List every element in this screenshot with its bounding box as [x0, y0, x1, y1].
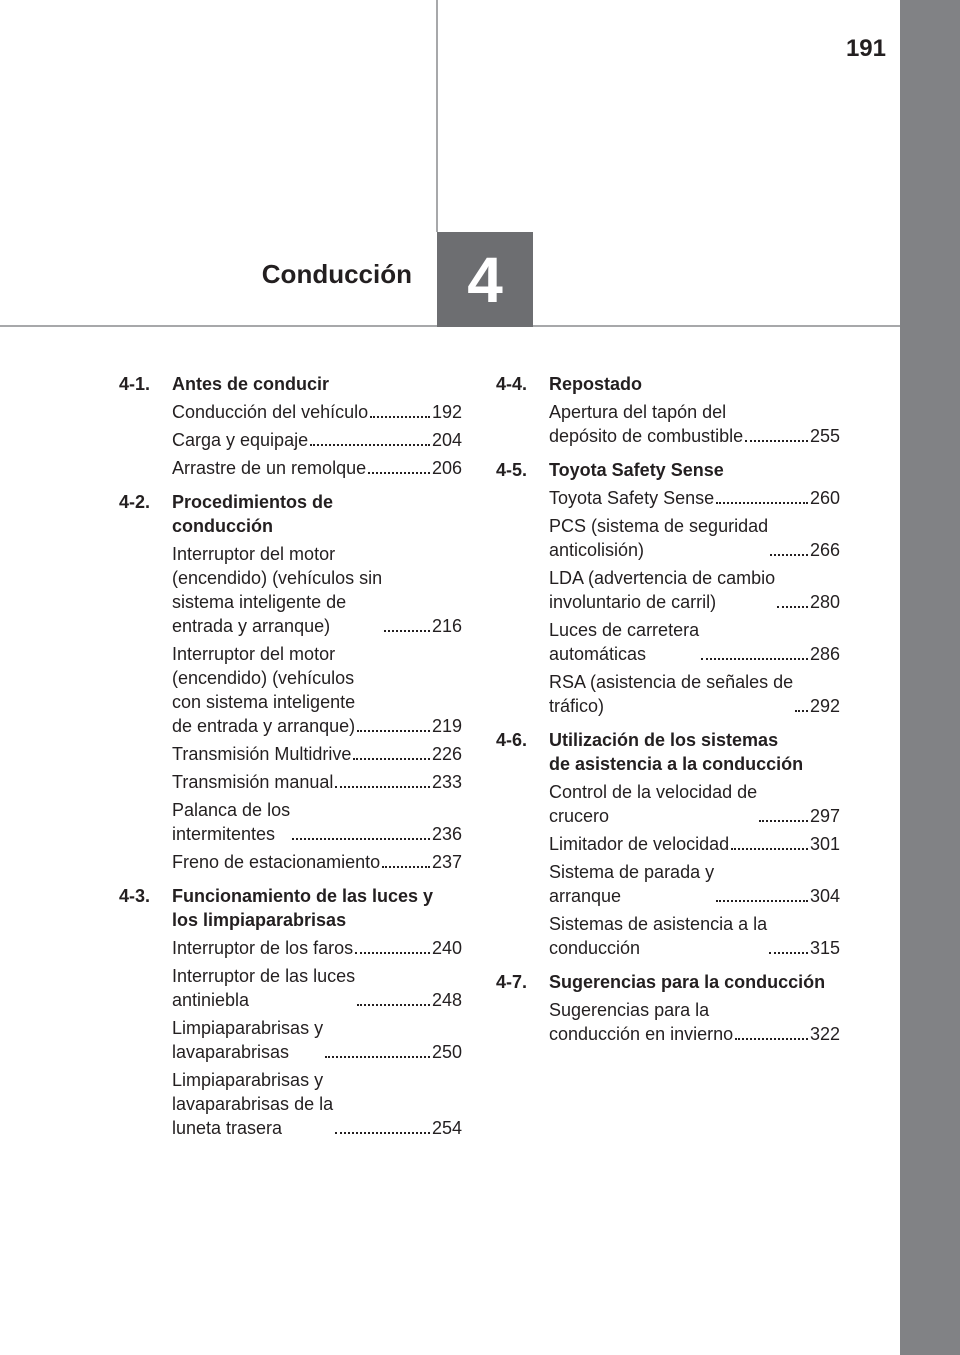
toc-leader-dots — [759, 820, 808, 822]
toc-entry-title: Arrastre de un remolque — [172, 458, 367, 478]
toc-entry[interactable] — [172, 936, 462, 960]
toc-leader-dots — [701, 658, 808, 660]
toc-entry-title: Sistema de parada y arranque — [549, 862, 715, 906]
toc-entry-page: 286 — [809, 644, 840, 664]
toc-section-heading — [119, 884, 462, 932]
toc-leader-dots — [357, 730, 430, 732]
toc-entry-page: 322 — [809, 1024, 840, 1044]
toc-column-right — [496, 372, 840, 1056]
toc-section-title: Repostado — [549, 374, 643, 394]
toc-column-left — [119, 372, 462, 1150]
toc-section-number: 4-4. — [496, 374, 528, 394]
toc-entry-page: 250 — [431, 1042, 462, 1062]
toc-entry[interactable] — [549, 860, 840, 908]
toc-entry-title: Limitador de velocidad — [549, 834, 730, 854]
toc-entry-title: Luces de carretera automáticas — [549, 620, 700, 664]
toc-entry-title: Interruptor del motor (encendido) (vehículos con sistema inteligente de entrada y arranque) — [172, 644, 356, 736]
toc-leader-dots — [310, 444, 430, 446]
toc-section-heading — [496, 372, 840, 396]
toc-leader-dots — [325, 1056, 430, 1058]
toc-entry[interactable] — [172, 642, 462, 738]
toc-entry[interactable] — [549, 618, 840, 666]
toc-entry-title: LDA (advertencia de cambio involuntario de carril) — [549, 568, 776, 612]
toc-entry-page: 192 — [431, 402, 462, 422]
toc-entry[interactable] — [549, 566, 840, 614]
toc-leader-dots — [716, 900, 808, 902]
toc-leader-dots — [777, 606, 808, 608]
toc-section — [496, 970, 840, 1046]
toc-entry-page: 301 — [809, 834, 840, 854]
toc-entry-page: 255 — [809, 426, 840, 446]
toc-section-number: 4-6. — [496, 730, 528, 750]
toc-section-number: 4-1. — [119, 374, 151, 394]
toc-leader-dots — [716, 502, 808, 504]
toc-leader-dots — [795, 710, 808, 712]
toc-entry-title: Limpiaparabrisas y lavaparabrisas — [172, 1018, 324, 1062]
toc-leader-dots — [735, 1038, 808, 1040]
toc-leader-dots — [770, 554, 808, 556]
toc-section — [496, 372, 840, 448]
toc-entry[interactable] — [172, 798, 462, 846]
toc-entry-title: Transmisión manual — [172, 772, 334, 792]
toc-entry[interactable] — [549, 832, 840, 856]
toc-entry-page: 260 — [809, 488, 840, 508]
toc-entry-page: 240 — [431, 938, 462, 958]
header-vertical-rule — [436, 0, 438, 232]
toc-section — [119, 372, 462, 480]
toc-section-number: 4-7. — [496, 972, 528, 992]
toc-entry-page: 266 — [809, 540, 840, 560]
toc-entry-title: Limpiaparabrisas y lavaparabrisas de la luneta trasera — [172, 1070, 334, 1138]
toc-section-heading — [496, 458, 840, 482]
toc-entry[interactable] — [549, 670, 840, 718]
toc-section-number: 4-3. — [119, 886, 151, 906]
toc-section-title: Toyota Safety Sense — [549, 460, 724, 480]
toc-section — [496, 458, 840, 718]
toc-entry[interactable] — [549, 912, 840, 960]
toc-entry[interactable] — [172, 1016, 462, 1064]
toc-section-heading — [119, 490, 462, 538]
toc-entry-page: 292 — [809, 696, 840, 716]
toc-entry-title: Toyota Safety Sense — [549, 488, 715, 508]
toc-section-title: Sugerencias para la conducción — [549, 972, 826, 992]
toc-leader-dots — [335, 1132, 430, 1134]
toc-entry-page: 206 — [431, 458, 462, 478]
toc-entry-title: Palanca de los intermitentes — [172, 800, 291, 844]
page-number: 191 — [845, 35, 886, 62]
toc-entry-title: Apertura del tapón del depósito de combustible — [549, 402, 744, 446]
toc-leader-dots — [368, 472, 430, 474]
chapter-title: Conducción — [261, 259, 412, 289]
toc-entry[interactable] — [172, 428, 462, 452]
toc-section-title: Procedimientos de conducción — [172, 492, 334, 536]
toc-entry[interactable] — [549, 780, 840, 828]
toc-entry-page: 315 — [809, 938, 840, 958]
toc-leader-dots — [292, 838, 430, 840]
toc-section-heading — [496, 970, 840, 994]
toc-entry-title: PCS (sistema de seguridad anticolisión) — [549, 516, 769, 560]
toc-entry-title: Control de la velocidad de crucero — [549, 782, 758, 826]
toc-leader-dots — [769, 952, 808, 954]
toc-leader-dots — [370, 416, 430, 418]
toc-section-title: Funcionamiento de las luces y los limpiaparabrisas — [172, 886, 434, 930]
toc-leader-dots — [745, 440, 808, 442]
toc-entry[interactable] — [549, 486, 840, 510]
toc-section-heading — [496, 728, 840, 776]
toc-entry-page: 254 — [431, 1118, 462, 1138]
toc-entry[interactable] — [172, 770, 462, 794]
toc-entry-title: Interruptor de las luces antiniebla — [172, 966, 356, 1010]
toc-section-heading — [119, 372, 462, 396]
toc-leader-dots — [353, 758, 430, 760]
toc-entry[interactable] — [549, 400, 840, 448]
toc-entry-page: 226 — [431, 744, 462, 764]
toc-entry-title: Carga y equipaje — [172, 430, 309, 450]
toc-leader-dots — [384, 630, 430, 632]
toc-entry[interactable] — [549, 998, 840, 1046]
toc-entry[interactable] — [172, 742, 462, 766]
toc-entry-page: 216 — [431, 616, 462, 636]
toc-entry-page: 304 — [809, 886, 840, 906]
toc-section-number: 4-5. — [496, 460, 528, 480]
chapter-side-tab — [900, 0, 960, 1355]
toc-entry-title: Conducción del vehículo — [172, 402, 369, 422]
toc-entry[interactable] — [172, 850, 462, 874]
toc-section-number: 4-2. — [119, 492, 151, 512]
toc-entry-page: 237 — [431, 852, 462, 872]
chapter-number: 4 — [467, 244, 503, 316]
toc-entry-title: Interruptor del motor (encendido) (vehículos sin sistema inteligente de entrada y arranque) — [172, 544, 383, 636]
toc-leader-dots — [731, 848, 808, 850]
toc-entry[interactable] — [549, 514, 840, 562]
toc-entry[interactable] — [172, 542, 462, 638]
toc-entry-page: 233 — [431, 772, 462, 792]
toc-entry-page: 204 — [431, 430, 462, 450]
toc-entry-page: 280 — [809, 592, 840, 612]
toc-section — [119, 490, 462, 874]
toc-entry[interactable] — [172, 964, 462, 1012]
toc-entry-title: Freno de estacionamiento — [172, 852, 381, 872]
toc-section — [119, 884, 462, 1140]
toc-entry-title: Sugerencias para la conducción en invierno — [549, 1000, 734, 1044]
toc-section-title: Antes de conducir — [172, 374, 330, 394]
toc-entry-page: 297 — [809, 806, 840, 826]
toc-section-title: Utilización de los sistemas de asistencia a la conducción — [549, 730, 804, 774]
toc-entry[interactable] — [172, 400, 462, 424]
toc-entry-page: 219 — [431, 716, 462, 736]
toc-leader-dots — [335, 786, 430, 788]
toc-leader-dots — [357, 1004, 430, 1006]
toc-leader-dots — [382, 866, 430, 868]
toc-entry[interactable] — [172, 1068, 462, 1140]
toc-entry[interactable] — [172, 456, 462, 480]
toc-entry-title: Transmisión Multidrive — [172, 744, 352, 764]
toc-entry-page: 248 — [431, 990, 462, 1010]
toc-section — [496, 728, 840, 960]
toc-leader-dots — [355, 952, 430, 954]
toc-entry-title: Interruptor de los faros — [172, 938, 354, 958]
toc-entry-title: Sistemas de asistencia a la conducción — [549, 914, 768, 958]
toc-entry-page: 236 — [431, 824, 462, 844]
toc-entry-title: RSA (asistencia de señales de tráfico) — [549, 672, 794, 716]
